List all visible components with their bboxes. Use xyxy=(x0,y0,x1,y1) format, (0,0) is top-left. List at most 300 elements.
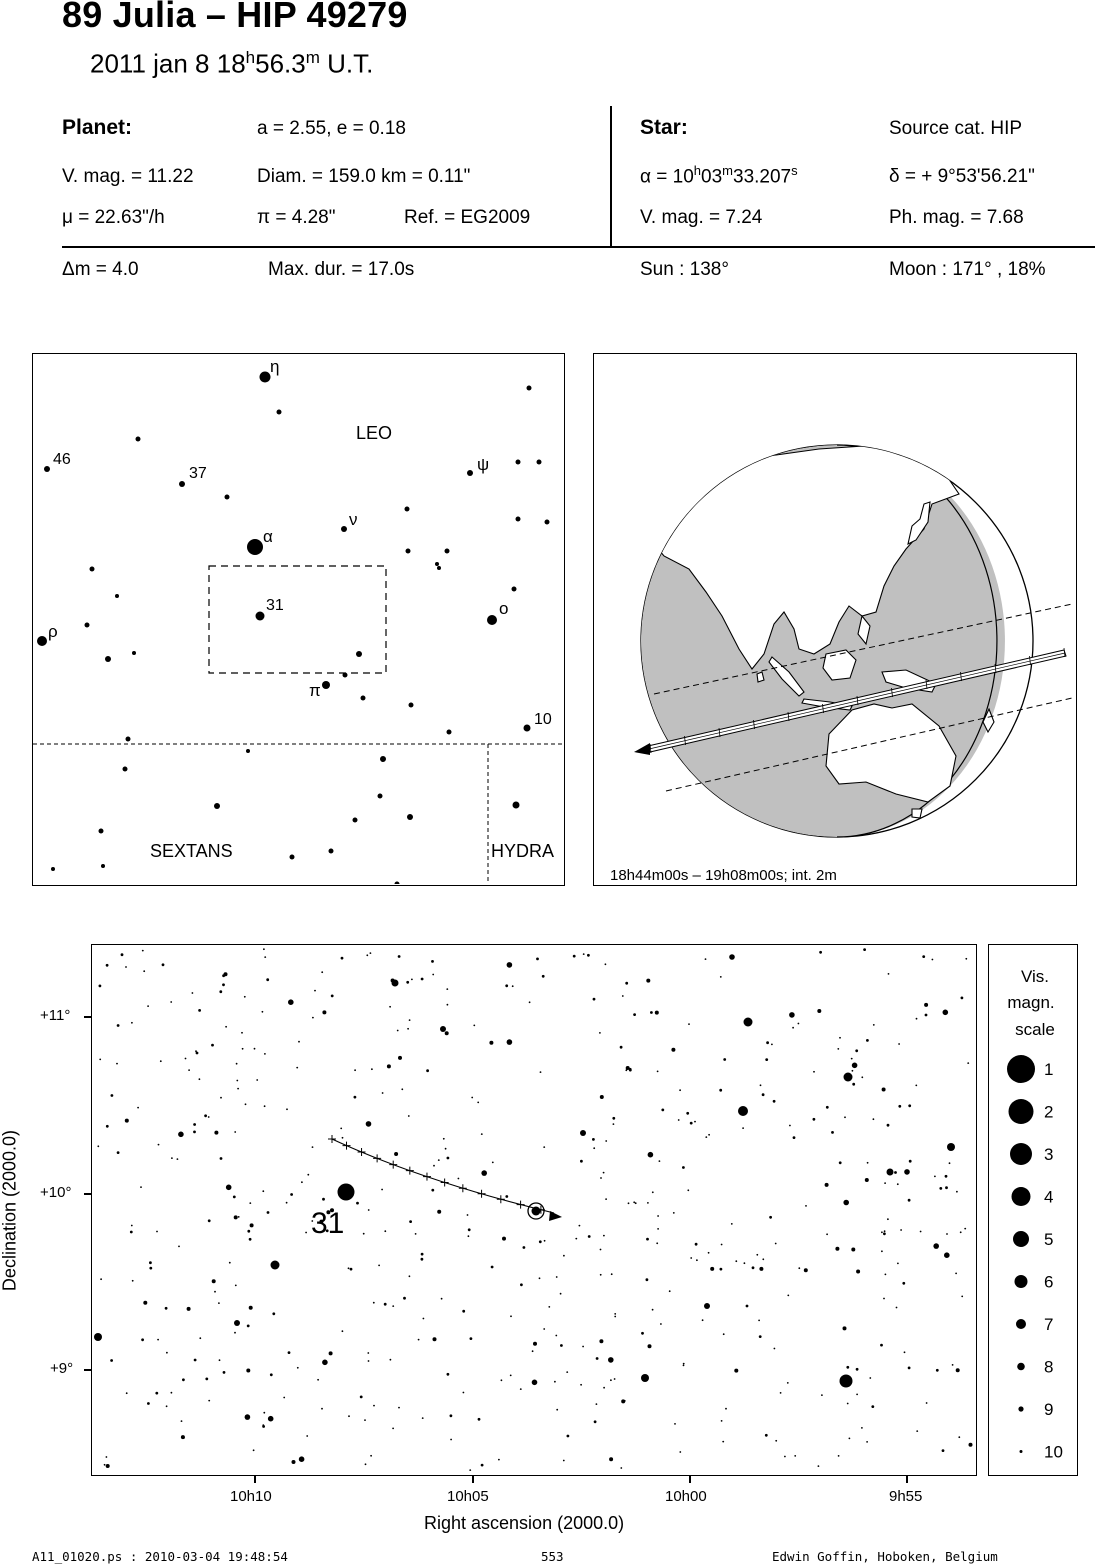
xtick-label: 10h10 xyxy=(230,1488,272,1505)
field-star xyxy=(967,1062,969,1064)
field-star xyxy=(592,1138,595,1141)
field-star xyxy=(648,1344,652,1348)
field-star xyxy=(821,1394,823,1396)
field-star xyxy=(208,1116,210,1118)
field-star xyxy=(650,1011,653,1014)
star-ra: $\alpha = 10^h03^m33.207^s$ xyxy=(640,163,798,188)
field-star xyxy=(896,1307,898,1309)
planet-label: Planet: xyxy=(62,116,133,139)
field-star xyxy=(621,1399,625,1403)
ytick-mark xyxy=(84,1016,91,1018)
finder-star xyxy=(513,802,520,809)
field-star xyxy=(403,1297,406,1300)
field-star xyxy=(722,1441,724,1443)
field-star xyxy=(867,1162,869,1164)
field-star xyxy=(705,958,707,960)
y-axis-label: Declination (2000.0) xyxy=(0,1129,20,1292)
field-star xyxy=(322,1010,326,1014)
field-star xyxy=(322,1360,328,1366)
field-star xyxy=(165,1307,168,1310)
field-star xyxy=(965,958,967,960)
planet-diam: Diam. = 159.0 km = 0.11" xyxy=(257,166,471,187)
field-star xyxy=(342,1137,344,1139)
field-star xyxy=(229,1262,231,1264)
finder-star xyxy=(136,437,141,442)
field-star xyxy=(949,1162,951,1164)
field-star xyxy=(536,958,539,961)
field-star xyxy=(839,1037,841,1039)
field-star xyxy=(744,1018,753,1027)
field-star xyxy=(587,954,590,957)
field-star xyxy=(648,1152,654,1158)
field-star xyxy=(198,1009,201,1012)
field-star xyxy=(855,1049,858,1052)
field-star xyxy=(445,1148,447,1150)
field-star xyxy=(825,1183,829,1187)
field-star xyxy=(211,1044,214,1047)
header-divider xyxy=(610,106,612,248)
field-star xyxy=(106,1125,109,1128)
field-star xyxy=(264,1053,266,1055)
field-star xyxy=(477,1102,479,1104)
field-star xyxy=(149,1261,152,1264)
field-star xyxy=(501,1379,503,1381)
field-star xyxy=(679,1451,681,1453)
field-star xyxy=(563,1460,565,1462)
field-star xyxy=(916,1430,918,1432)
field-star xyxy=(897,1183,899,1185)
track-tick xyxy=(328,1135,336,1143)
xtick-label: 10h05 xyxy=(447,1488,489,1505)
field-star xyxy=(458,1178,460,1180)
finder-star xyxy=(516,460,521,465)
field-star xyxy=(99,985,102,988)
finder-star xyxy=(437,566,441,570)
field-star xyxy=(397,1030,399,1032)
field-star xyxy=(787,1382,789,1384)
field-star xyxy=(695,1243,698,1246)
field-star xyxy=(744,1262,746,1264)
field-star xyxy=(256,1079,258,1081)
track-tick xyxy=(343,1142,351,1150)
field-star xyxy=(450,1414,453,1417)
field-star xyxy=(813,1118,816,1121)
field-star xyxy=(426,1069,429,1072)
field-star xyxy=(759,1267,763,1271)
field-star xyxy=(731,1223,733,1225)
finder-star xyxy=(447,730,452,735)
field-star xyxy=(208,1219,211,1222)
track-tick xyxy=(373,1154,381,1162)
field-star xyxy=(887,1124,890,1127)
finder-star xyxy=(126,737,131,742)
field-star xyxy=(939,1187,942,1190)
scale-dot xyxy=(1009,1099,1034,1124)
field-star xyxy=(178,1132,184,1138)
field-star xyxy=(253,1449,255,1451)
field-star xyxy=(296,1067,298,1069)
field-star xyxy=(470,1337,473,1340)
field-star xyxy=(432,974,434,976)
globe-caption: 18h44m00s – 19h08m00s; int. 2m xyxy=(610,867,837,884)
field-star xyxy=(902,1282,905,1285)
field-star xyxy=(580,1160,583,1163)
field-star xyxy=(507,962,513,968)
field-star xyxy=(556,1276,558,1278)
field-star xyxy=(609,1457,613,1461)
field-star xyxy=(944,1252,950,1258)
field-star xyxy=(924,1003,928,1007)
field-star xyxy=(720,976,722,978)
track-tick xyxy=(517,1201,525,1209)
field-star xyxy=(381,1189,383,1191)
field-star xyxy=(208,1400,210,1402)
field-star xyxy=(934,1176,936,1178)
label-pi: π xyxy=(309,681,321,700)
field-star xyxy=(835,1247,839,1251)
field-star xyxy=(297,1367,299,1369)
field-star xyxy=(871,1405,874,1408)
field-star xyxy=(863,948,866,951)
planet-parallax: π = 4.28" xyxy=(257,207,336,228)
star-vmag: V. mag. = 7.24 xyxy=(640,207,763,228)
field-star xyxy=(263,948,265,950)
field-star xyxy=(798,1023,800,1025)
finder-star xyxy=(290,855,295,860)
field-star xyxy=(669,1290,671,1292)
finder-star xyxy=(247,539,263,555)
finder-star xyxy=(105,656,111,662)
field-star xyxy=(350,1268,353,1271)
field-star xyxy=(678,1119,680,1121)
xtick-mark xyxy=(689,1476,691,1483)
field-star xyxy=(805,1205,807,1207)
field-star xyxy=(961,997,964,1000)
finder-star xyxy=(329,849,334,854)
event-datetime: 2011 jan 8 18$^h$56.3$^m$ U.T. xyxy=(90,48,374,79)
field-star xyxy=(603,1235,605,1237)
field-star xyxy=(532,1380,538,1386)
field-star xyxy=(909,1160,912,1163)
field-star xyxy=(471,1097,473,1099)
field-star xyxy=(440,1026,446,1032)
field-star xyxy=(539,1240,542,1243)
field-star xyxy=(544,1240,546,1242)
field-star xyxy=(411,979,413,981)
field-star xyxy=(719,1089,722,1092)
field-star xyxy=(498,1459,500,1461)
label-leo: LEO xyxy=(356,423,393,443)
field-star xyxy=(263,1412,265,1414)
field-star xyxy=(908,1199,911,1202)
finder-star xyxy=(407,814,413,820)
field-star xyxy=(611,1273,613,1275)
field-star xyxy=(321,1408,323,1410)
field-star xyxy=(418,1339,420,1341)
field-star xyxy=(481,1170,487,1176)
field-star xyxy=(605,963,607,965)
field-star xyxy=(955,1273,957,1275)
field-star xyxy=(922,955,925,958)
field-star xyxy=(880,1344,883,1347)
finder-star xyxy=(246,749,250,753)
field-star xyxy=(234,1320,240,1326)
field-star xyxy=(235,1285,237,1287)
track-tick xyxy=(459,1184,467,1192)
field-star xyxy=(371,1068,373,1070)
field-star xyxy=(366,1121,372,1127)
field-star xyxy=(447,1004,449,1006)
field-star xyxy=(481,1464,484,1467)
field-star xyxy=(264,1105,266,1107)
label-hydra: HYDRA xyxy=(491,841,555,861)
field-star xyxy=(368,1360,370,1362)
field-star xyxy=(192,992,194,994)
field-star xyxy=(158,1144,160,1146)
field-star xyxy=(331,995,334,998)
planet-vmag: V. mag. = 11.22 xyxy=(62,166,194,187)
field-star xyxy=(317,1379,319,1381)
field-star xyxy=(794,1455,796,1457)
field-star xyxy=(225,1026,227,1028)
field-star xyxy=(366,954,368,956)
field-star xyxy=(214,1131,218,1135)
field-star xyxy=(575,1238,577,1240)
field-star xyxy=(628,1202,630,1204)
field-star xyxy=(746,1305,749,1308)
field-star xyxy=(908,1367,911,1370)
finder-star xyxy=(256,612,265,621)
scale-dot xyxy=(1015,1275,1028,1288)
field-star xyxy=(804,1268,808,1272)
field-star xyxy=(249,1306,253,1310)
field-star xyxy=(392,1305,394,1307)
field-star xyxy=(520,1283,523,1286)
field-star xyxy=(384,1230,386,1232)
field-star xyxy=(603,1387,605,1389)
field-star xyxy=(883,1298,885,1300)
field-star xyxy=(398,955,401,958)
finder-star xyxy=(516,517,521,522)
field-star xyxy=(873,1118,875,1120)
field-star xyxy=(234,1215,238,1219)
field-star xyxy=(742,1127,744,1129)
field-star xyxy=(765,1434,768,1437)
field-star xyxy=(132,1280,134,1282)
field-star xyxy=(674,1423,676,1425)
field-star xyxy=(389,1006,391,1008)
field-star xyxy=(593,1147,595,1149)
field-star xyxy=(838,1455,840,1457)
field-star xyxy=(734,1369,738,1373)
field-star xyxy=(463,1392,465,1394)
field-star xyxy=(387,1064,391,1068)
field-star xyxy=(131,1022,133,1024)
finder-star xyxy=(123,767,128,772)
field-star xyxy=(354,1069,356,1071)
field-star xyxy=(881,1231,883,1233)
ytick-mark xyxy=(84,1369,91,1371)
field-star xyxy=(438,1159,440,1161)
field-star xyxy=(548,1306,550,1308)
field-star xyxy=(952,1364,954,1366)
field-star xyxy=(254,1048,256,1050)
field-star xyxy=(238,1216,240,1218)
field-star xyxy=(242,1048,244,1050)
field-star xyxy=(620,1046,623,1049)
field-star xyxy=(813,1071,815,1073)
field-star xyxy=(489,1041,493,1045)
x-axis-label: Right ascension (2000.0) xyxy=(424,1513,625,1533)
field-star xyxy=(270,1373,273,1376)
field-star xyxy=(861,1076,863,1078)
field-star xyxy=(244,996,246,998)
field-star xyxy=(775,1243,777,1245)
field-star xyxy=(220,1157,223,1160)
field-star xyxy=(605,1198,607,1200)
field-star xyxy=(888,973,890,975)
field-star xyxy=(705,1136,707,1138)
field-star xyxy=(898,1105,901,1108)
field-star xyxy=(657,1071,659,1073)
field-star xyxy=(199,1078,201,1080)
field-star xyxy=(760,1084,762,1086)
finder-star xyxy=(378,794,383,799)
label-nu: ν xyxy=(349,510,358,529)
scale-dot xyxy=(1016,1319,1026,1329)
field-star xyxy=(543,1146,545,1148)
finder-star xyxy=(322,681,330,689)
field-star xyxy=(450,1439,452,1441)
field-star xyxy=(468,1235,470,1237)
finder-star xyxy=(527,386,532,391)
track-tick xyxy=(389,1161,397,1169)
field-star xyxy=(156,1231,158,1233)
track-tick xyxy=(358,1148,366,1156)
field-star xyxy=(137,1107,139,1109)
field-star xyxy=(262,1424,264,1426)
event-maxdur: Max. dur. = 17.0s xyxy=(268,259,415,280)
field-star xyxy=(635,1202,637,1204)
field-star xyxy=(882,1088,886,1092)
field-star xyxy=(160,1060,162,1062)
field-star xyxy=(431,960,434,963)
field-star xyxy=(580,1384,582,1386)
field-star xyxy=(599,1339,603,1343)
xtick-label: 9h55 xyxy=(889,1488,923,1505)
scale-title: scale xyxy=(1015,1020,1055,1039)
label-sextans: SEXTANS xyxy=(150,841,233,861)
field-star xyxy=(771,1044,773,1046)
field-star xyxy=(625,1069,627,1071)
event-moon: Moon : 171° , 18% xyxy=(889,259,1046,280)
field-star xyxy=(143,970,145,972)
field-star xyxy=(943,1010,949,1016)
field-star xyxy=(819,951,822,954)
field-star xyxy=(588,1235,591,1238)
finder-star xyxy=(356,651,362,657)
field-star xyxy=(610,1379,612,1381)
field-star xyxy=(312,1017,314,1019)
field-star xyxy=(512,985,514,987)
scale-dot xyxy=(1017,1363,1025,1371)
field-star xyxy=(787,1295,789,1297)
track-arrow xyxy=(549,1211,562,1221)
field-star xyxy=(920,1231,922,1233)
field-star xyxy=(384,1303,387,1306)
field-star xyxy=(708,1134,710,1136)
field-star xyxy=(793,1136,796,1139)
field-star xyxy=(447,1373,450,1376)
field-star xyxy=(687,1189,689,1191)
field-star xyxy=(321,971,323,973)
field-star xyxy=(182,1378,185,1381)
field-star xyxy=(904,1351,906,1353)
scale-dot xyxy=(1007,1055,1035,1083)
event-dm: Δm = 4.0 xyxy=(62,259,139,280)
finder-star xyxy=(99,829,104,834)
field-star xyxy=(268,1416,274,1422)
finder-star xyxy=(435,562,439,566)
field-star xyxy=(960,1231,962,1233)
field-star xyxy=(348,1415,350,1417)
field-star xyxy=(166,1352,168,1354)
field-star xyxy=(236,1080,238,1082)
field-star xyxy=(312,1146,314,1148)
field-star xyxy=(193,1123,196,1126)
field-star xyxy=(826,1233,828,1235)
field-star xyxy=(573,955,576,958)
field-star xyxy=(600,1274,602,1276)
field-star xyxy=(798,1267,800,1269)
field-star xyxy=(881,1250,883,1252)
field-star xyxy=(936,1369,939,1372)
field-star xyxy=(947,1143,955,1151)
field-star xyxy=(340,1128,342,1130)
field-star xyxy=(756,1254,758,1256)
field-star xyxy=(370,1455,372,1457)
field-star xyxy=(926,1402,928,1404)
field-star xyxy=(956,1368,960,1372)
star-31-label: 31 xyxy=(311,1207,345,1240)
field-star xyxy=(657,1215,659,1217)
scale-label: 7 xyxy=(1044,1315,1054,1334)
label-eta: η xyxy=(270,357,280,376)
field-star xyxy=(195,1050,197,1052)
field-star xyxy=(837,1048,839,1050)
field-star xyxy=(478,1418,481,1421)
field-star xyxy=(505,1195,508,1198)
field-star xyxy=(162,963,165,966)
field-star xyxy=(354,1096,357,1099)
field-star xyxy=(866,1039,869,1042)
field-star xyxy=(932,959,934,961)
field-star xyxy=(199,1337,201,1339)
scale-label: 3 xyxy=(1044,1145,1054,1164)
field-star xyxy=(236,1063,238,1065)
field-star xyxy=(437,1210,441,1214)
field-star xyxy=(341,957,344,960)
field-star xyxy=(141,1338,144,1341)
field-star xyxy=(520,1388,522,1390)
field-star xyxy=(894,1171,897,1174)
field-star xyxy=(409,1275,411,1277)
field-star xyxy=(290,1193,293,1196)
scale-title: Vis. xyxy=(1020,967,1050,986)
field-star xyxy=(178,1246,180,1248)
field-star xyxy=(241,1032,243,1034)
field-star xyxy=(735,1260,737,1262)
